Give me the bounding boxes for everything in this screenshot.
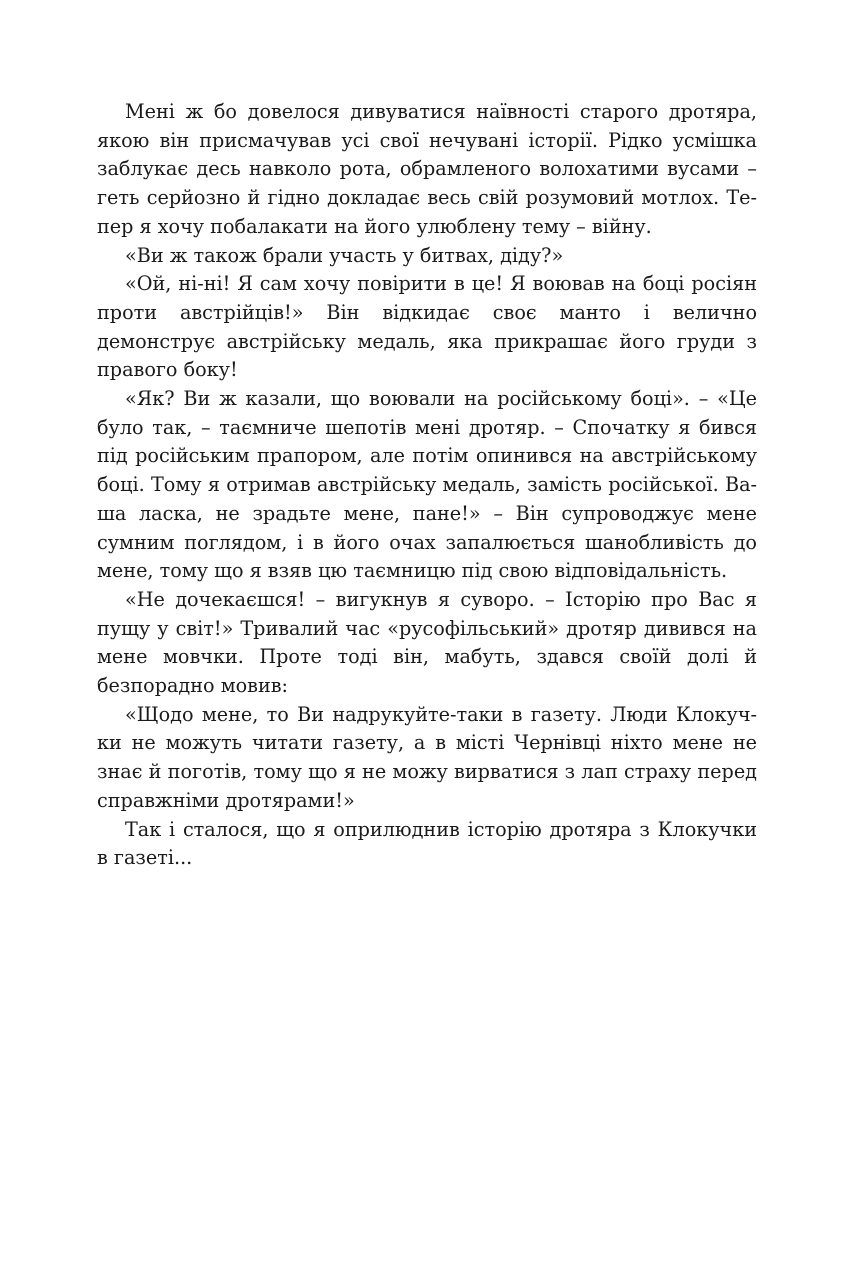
body-text xyxy=(97,98,757,873)
paragraph: «Ви ж також брали участь у битвах, діду?» xyxy=(125,243,564,267)
paragraph: «Ой, ні-ні! Я сам хочу повірити в це! Я воював на боці росіян проти австрійців!» Він відкидає своє манто і велично демонструє австрійську медаль, яка прикрашає його груди з правого боку! xyxy=(97,272,757,382)
paragraph: «Щодо мене, то Ви надрукуйте-таки в газету. Люди Клокучки не можуть читати газету, а в місті Чернівці ніхто мене не знає й поготів, тому що я не можу вирватися з лап страху перед справжніми дротярами!» xyxy=(97,702,757,812)
paragraph: Так і сталося, що я оприлюднив історію дротяра з Клокучки в газеті... xyxy=(97,817,757,870)
paragraph: Мені ж бо довелося дивуватися наївності старого дротяра, якою він присмачував усі свої нечувані історії. Рідко усмішка заблукає десь навколо рота, обрамленого волохатими вусами – геть серйозно й гідно докладає весь свій розумовий мотлох. Тепер я хочу побалакати на його улюблену тему – війну. xyxy=(97,100,757,238)
paragraph: «Як? Ви ж казали, що воювали на російському боці». – «Це було так, – таємниче шепотів мені дротяр. – Спочатку я бився під російським прапором, але потім опинився на австрійському боці. Тому я отримав австрійську медаль, замість російської. Ваша ласка, не зрадьте мене, пане!» – Він супроводжує мене сумним поглядом, і в його очах запалюється шанобливість до мене, тому що я взяв цю таємницю під свою відповідальність. xyxy=(97,387,757,583)
paragraph: «Не дочекаєшся! – вигукнув я суворо. – Історію про Вас я пущу у світ!» Тривалий час «русофільський» дротяр дивився на мене мовчки. Проте тоді він, мабуть, здався своїй долі й безпорадно мовив: xyxy=(97,587,757,698)
